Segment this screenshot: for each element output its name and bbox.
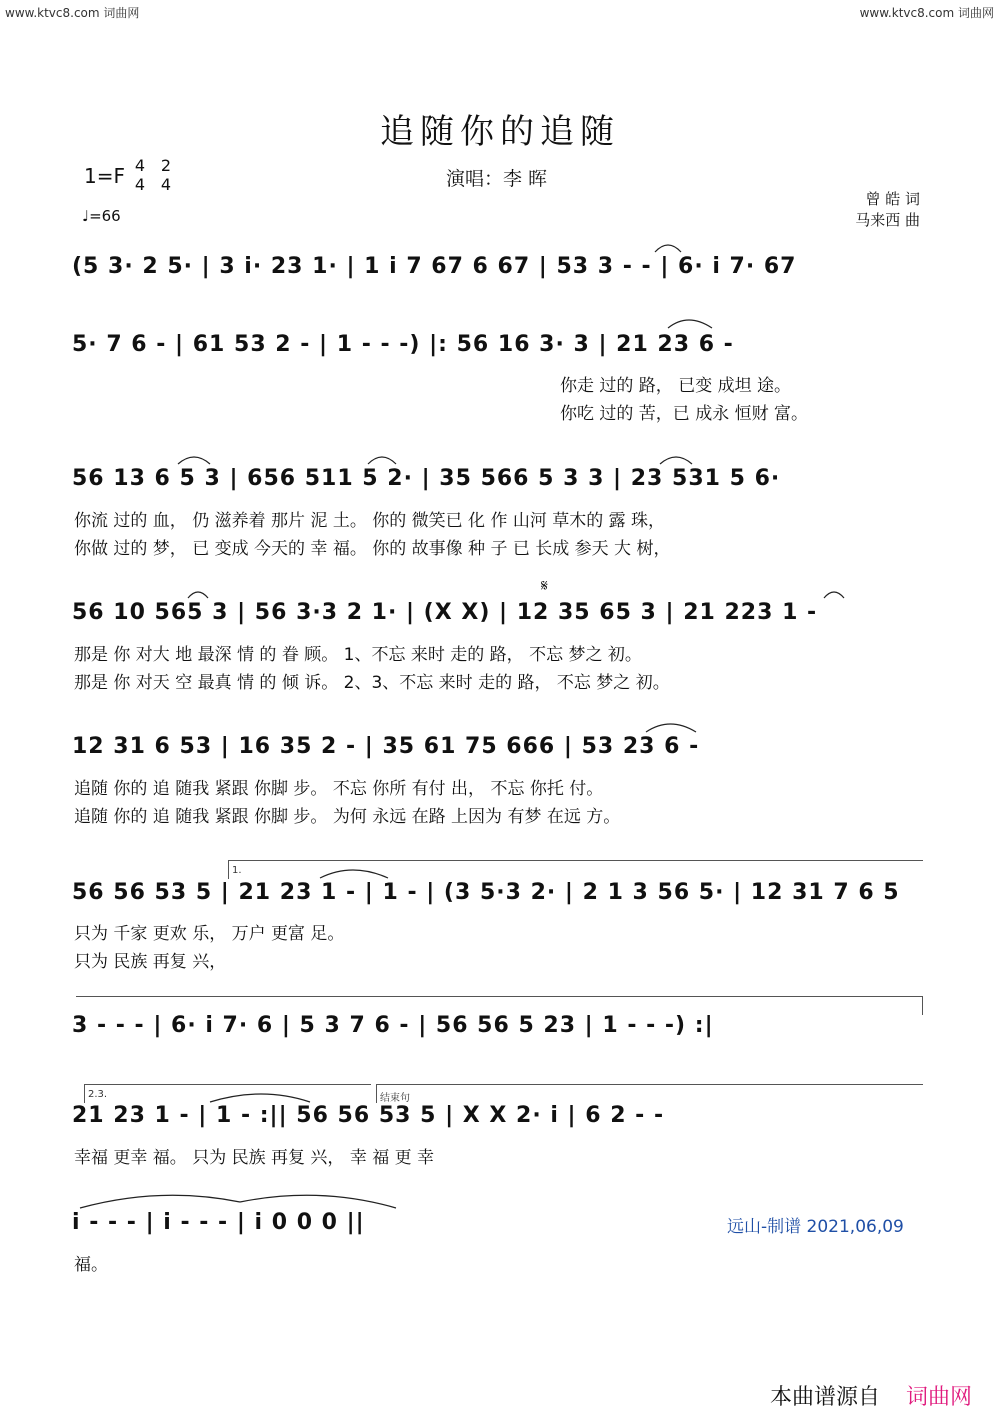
volta-1-label: 1. (232, 865, 242, 876)
key-signature: 1=F (84, 164, 125, 188)
lyrics-row-5-verse-1: 追随 你的 追 随我 紧跟 你脚 步。 不忘 你所 有付 出， 不忘 你托 付。 (74, 779, 604, 799)
score-row-2: 5· 7 6 - | 61 53 2 - | 1 - - -) |: 56 16 3· 3 | 21 23 6 - (72, 332, 734, 357)
header-site-right: www.ktvc8.com 词曲网 (859, 6, 994, 20)
header-site-left: www.ktvc8.com 词曲网 (5, 6, 140, 20)
volta-23-label: 2.3. (88, 1089, 108, 1100)
score-row-6: 56 56 53 5 | 21 23 1 - | 1 - | (3 5·3 2· | 2 1 3 56 5· | 12 31 7 6 5 (72, 880, 900, 905)
score-row-3: 56 13 6 5 3 | 656 511 5 2· | 35 566 5 3 3 | 23 531 5 6· (72, 466, 781, 491)
tempo-marking: ♩=66 (82, 207, 121, 225)
score-row-8: 21 23 1 - | 1 - :|| 56 56 53 5 | X X 2· i | 6 2 - - (72, 1103, 665, 1128)
transcriber-signature: 远山-制谱 2021,06,09 (727, 1217, 904, 1237)
score-row-9: i - - - | i - - - | i 0 0 0 || (72, 1210, 365, 1235)
song-title: 追随你的追随 (380, 112, 620, 152)
source-site-link[interactable]: 词曲网 (906, 1385, 973, 1410)
lyrics-row-4-verse-1: 那是 你 对大 地 最深 情 的 眷 顾。 1、不忘 来时 走的 路， 不忘 梦之 初。 (74, 645, 642, 665)
lyrics-row-2-verse-1: 你走 过的 路， 已变 成坦 途。 (560, 376, 792, 396)
score-row-7: 3 - - - | 6· i 7· 6 | 5 3 7 6 - | 56 56 5 23 | 1 - - -) :| (72, 1013, 714, 1038)
lyrics-row-5-verse-2: 追随 你的 追 随我 紧跟 你脚 步。 为何 永远 在路 上因为 有梦 在远 方。 (74, 807, 621, 827)
score-row-5: 12 31 6 53 | 16 35 2 - | 35 61 75 666 | 53 23 6 - (72, 734, 700, 759)
singer-credit: 演唱：李 晖 (446, 168, 548, 190)
lyrics-row-6-verse-1: 只为 千家 更欢 乐， 万户 更富 足。 (74, 924, 345, 944)
time-signature-1-top: 4 (134, 156, 146, 175)
lyrics-row-9: 福。 (74, 1255, 108, 1275)
ending-label: 结束句 (380, 1093, 410, 1104)
time-signature-1-bottom: 4 (134, 175, 146, 194)
time-signature-2-bottom: 4 (160, 175, 172, 194)
time-signature-2-top: 2 (160, 156, 172, 175)
score-row-1: (5 3· 2 5· | 3 i· 23 1· | 1 i 7 67 6 67 | 53 3 - - | 6· i 7· 67 (72, 254, 797, 279)
composer-credit: 马来西 曲 (855, 211, 920, 229)
lyrics-row-3-verse-1: 你流 过的 血， 仍 滋养着 那片 泥 土。 你的 微笑已 化 作 山河 草木的 露 珠， (74, 511, 666, 531)
lyrics-row-3-verse-2: 你做 过的 梦， 已 变成 今天的 幸 福。 你的 故事像 种 子 已 长成 参天 大 树， (74, 539, 671, 559)
score-row-4: 56 10 565 3 | 56 3·3 2 1· | (X X) | 12 35 65 3 | 21 223 1 - (72, 600, 818, 625)
segno-sign: 𝄋 (541, 576, 548, 595)
lyrics-row-6-verse-2: 只为 民族 再复 兴， (74, 952, 227, 972)
source-prefix: 本曲谱源自 (770, 1385, 881, 1410)
lyrics-row-8: 幸福 更幸 福。 只为 民族 再复 兴， 幸 福 更 幸 (74, 1148, 435, 1168)
lyrics-row-2-verse-2: 你吃 过的 苦，已 成永 恒财 富。 (560, 404, 809, 424)
lyricist-credit: 曾 皓 词 (865, 190, 920, 208)
lyrics-row-4-verse-2: 那是 你 对天 空 最真 情 的 倾 诉。 2、3、不忘 来时 走的 路， 不忘 梦之 初。 (74, 673, 670, 693)
